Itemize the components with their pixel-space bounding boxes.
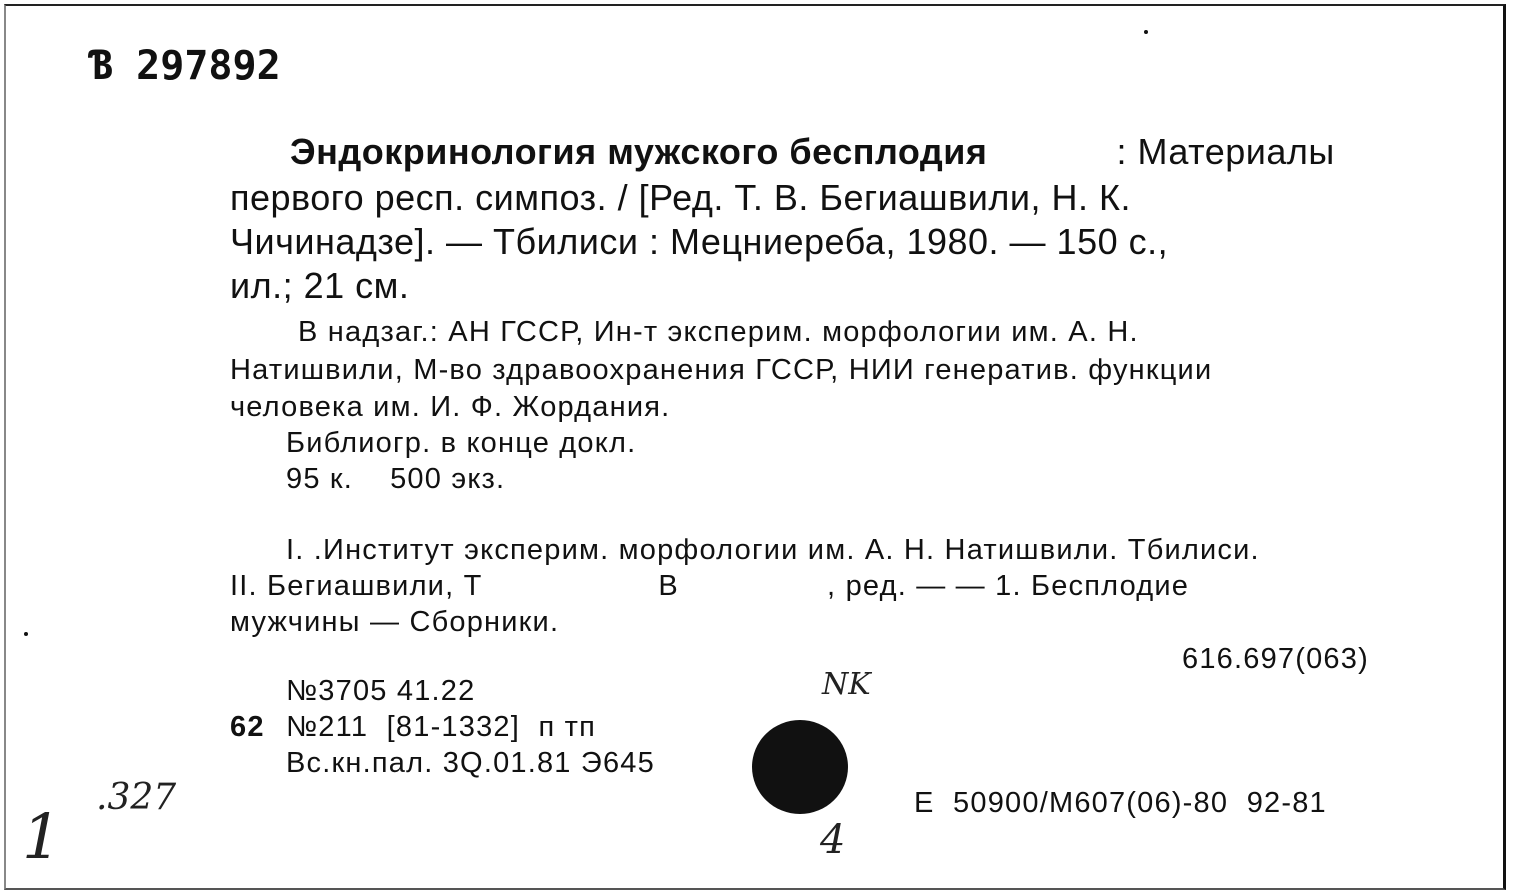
handwritten-left-number: 1 bbox=[22, 800, 62, 873]
tracings-line-2: II. Бегиашвили, Т В , ред. — — 1. Бесплодие bbox=[230, 570, 1190, 602]
notes-line-3: человека им. И. Ф. Жордания. bbox=[230, 391, 671, 423]
handwritten-top-mark: NK bbox=[822, 667, 871, 702]
description-line-4: ил.; 21 см. bbox=[230, 265, 410, 306]
card-number: Ɓ 297892 bbox=[88, 43, 281, 89]
register-line-2: №211 [81-1332] п тп bbox=[286, 711, 597, 743]
notes-line-5: 95 к. 500 экз. bbox=[286, 463, 506, 495]
punch-hole bbox=[752, 720, 848, 814]
notes-line-2: Натишвили, М-во здравоохранения ГССР, НИИ генератив. функции bbox=[230, 354, 1213, 386]
title-bold: Эндокринология мужского бесплодия bbox=[290, 131, 988, 172]
description-line-3: Чичинадзе]. — Тбилиси : Мецниереба, 1980. — 150 с., bbox=[230, 221, 1169, 262]
register-line-3: Вс.кн.пал. 3Q.01.81 Э645 bbox=[286, 747, 655, 779]
description-line-2: первого респ. симпоз. / [Ред. Т. В. Бегиашвили, Н. К. bbox=[230, 177, 1131, 218]
catalog-code: Е 50900/М607(06)-80 92-81 bbox=[914, 787, 1327, 819]
title-rest: : Материалы bbox=[1106, 131, 1335, 172]
handwritten-left-code: .327 bbox=[96, 777, 177, 818]
speck-mark bbox=[24, 632, 28, 636]
notes-line-1: В надзаг.: АН ГССР, Ин-т эксперим. морфологии им. А. Н. bbox=[298, 316, 1139, 348]
register-line-1: №3705 41.22 bbox=[286, 675, 476, 707]
tracings-line-3: мужчины — Сборники. bbox=[230, 606, 560, 638]
notes-line-4: Библиогр. в конце докл. bbox=[286, 427, 637, 459]
register-prefix: 62 bbox=[230, 711, 265, 743]
tracings-line-1: I. .Институт эксперим. морфологии им. А. Н. Натишвили. Тбилиси. bbox=[286, 534, 1260, 566]
handwritten-bottom-mark: 4 bbox=[820, 817, 846, 863]
speck-mark bbox=[1144, 30, 1148, 34]
classification: 616.697(063) bbox=[1182, 643, 1369, 675]
